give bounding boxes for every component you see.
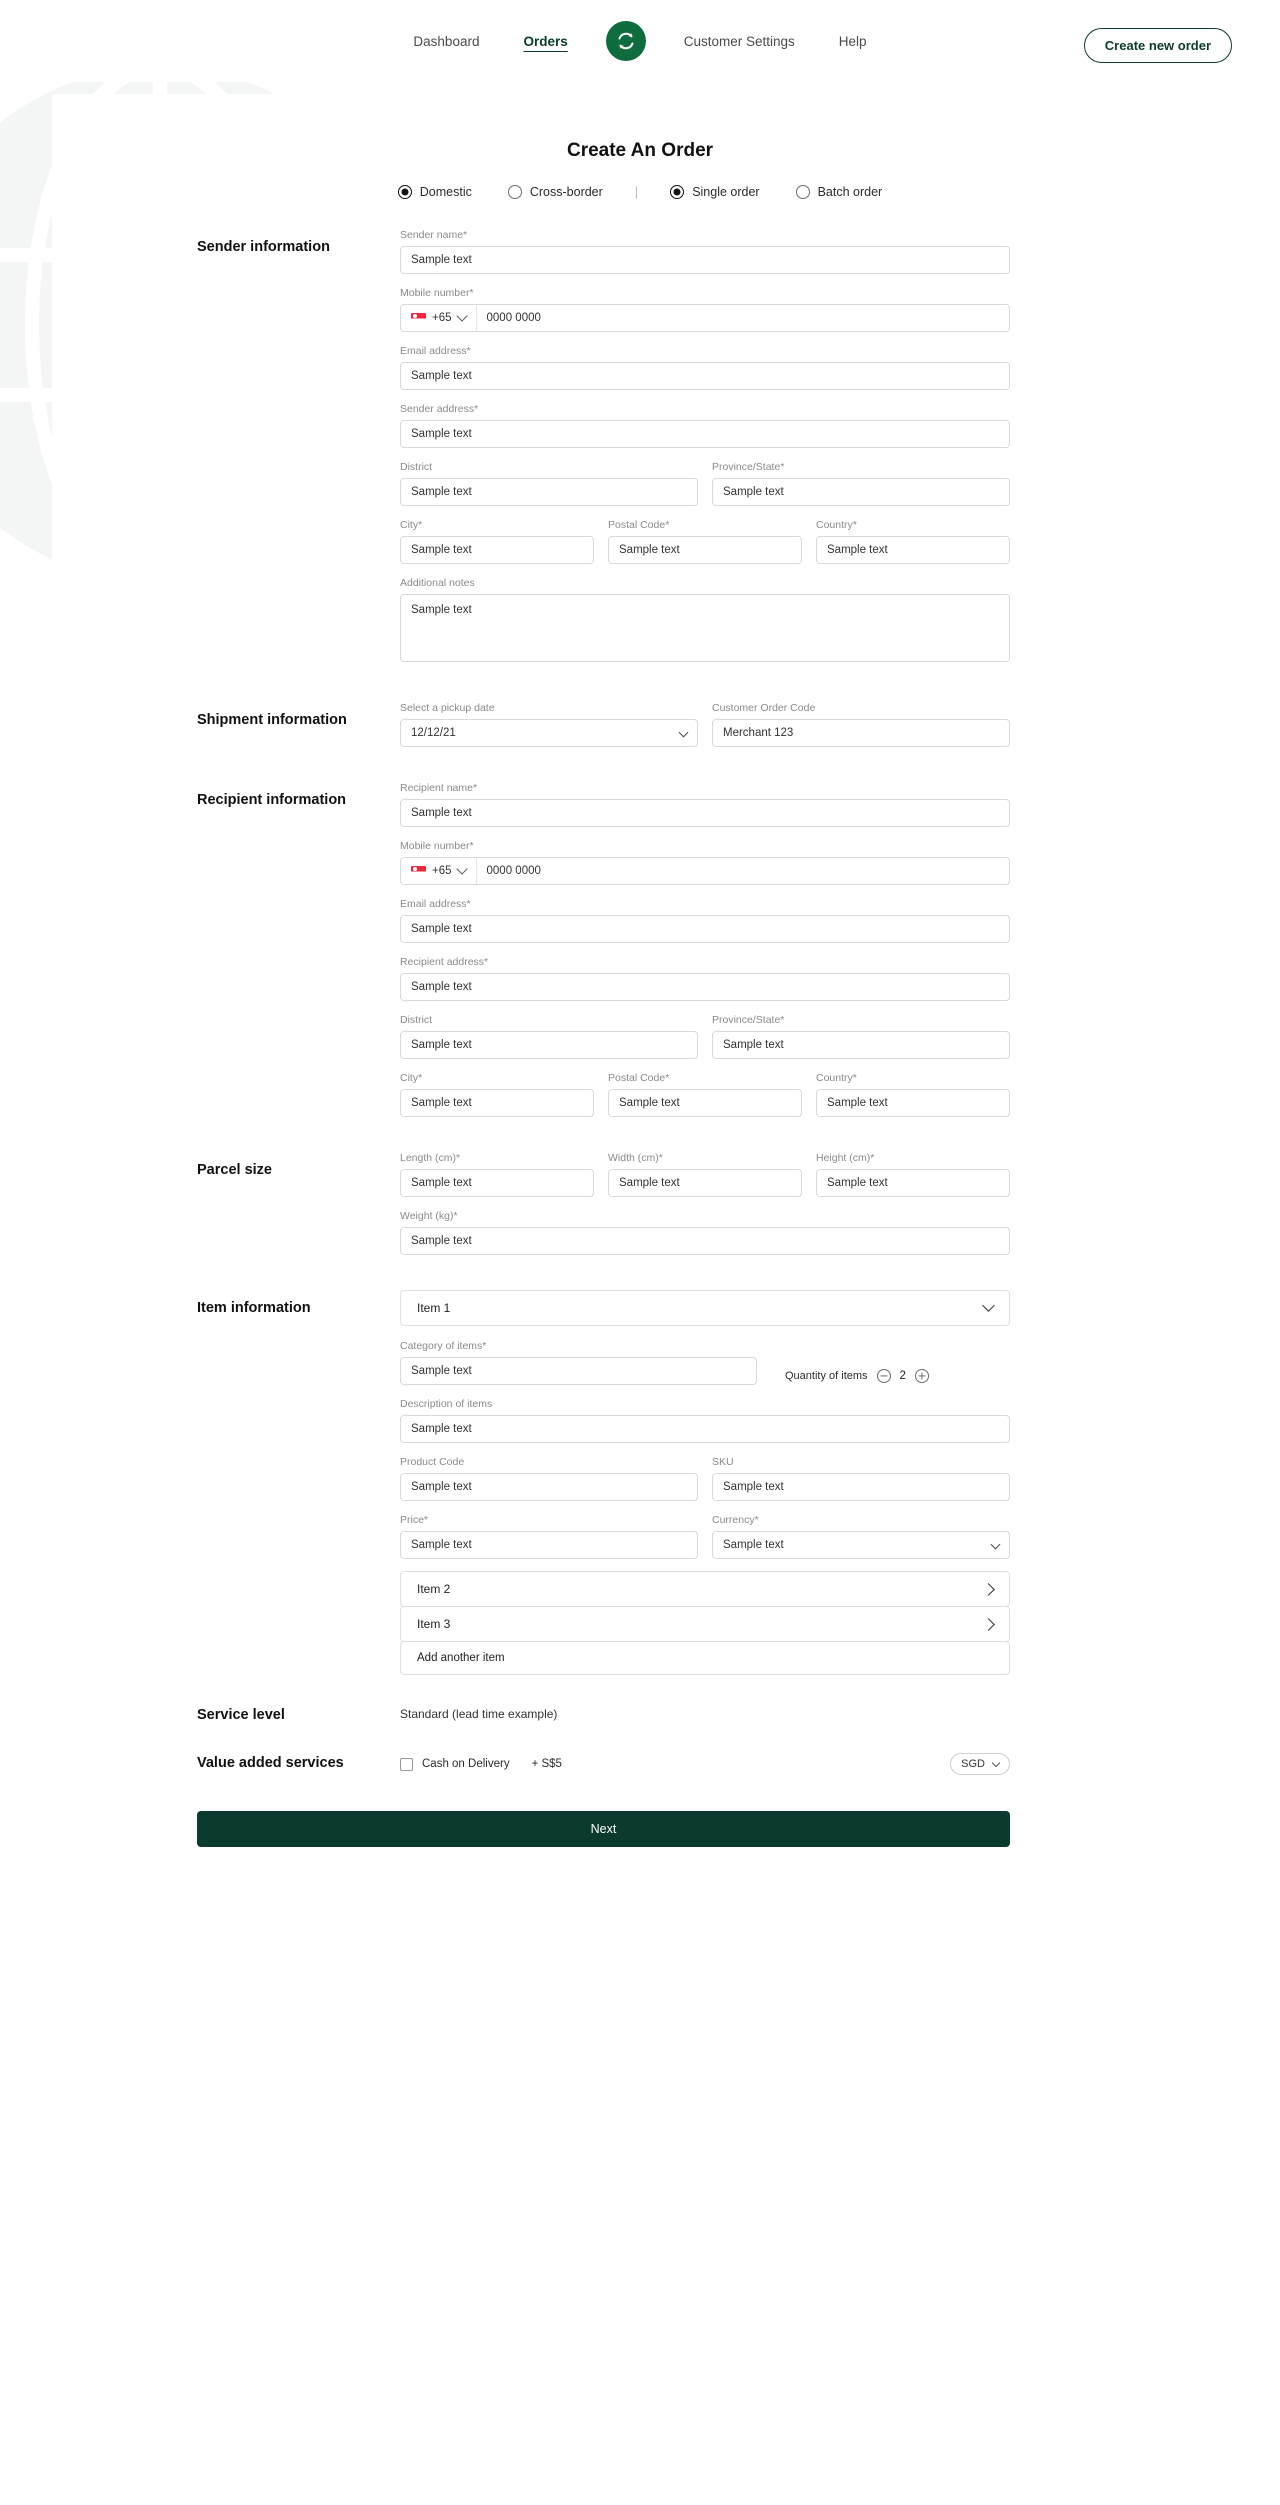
chevron-down-icon[interactable] — [982, 1299, 995, 1312]
item-description-group — [400, 1398, 1010, 1443]
recipient-mobile-group — [400, 840, 1010, 885]
chevron-right-icon[interactable] — [982, 1618, 995, 1631]
sender-mobile-label: Mobile number* — [400, 287, 474, 299]
parcel-height-group — [816, 1152, 1010, 1197]
service-level-section — [52, 1697, 1228, 1723]
currency-pill-label: SGD — [961, 1758, 985, 1770]
recipient-district-province-row — [400, 1014, 1010, 1072]
item-description-label: Description of items — [400, 1398, 493, 1410]
sender-country-label: Country* — [816, 519, 857, 531]
item-currency-label: Currency* — [712, 1514, 759, 1526]
sender-address-input[interactable] — [400, 420, 1010, 448]
item-product-code-group — [400, 1456, 698, 1501]
item-currency-select-wrap — [712, 1531, 1010, 1559]
add-another-item-label: Add another item — [417, 1652, 505, 1664]
customer-order-code-group — [712, 702, 1010, 747]
sender-mobile-group — [400, 287, 1010, 332]
recipient-address-group — [400, 956, 1010, 1001]
sender-province-group — [712, 461, 1010, 506]
recipient-province-group — [712, 1014, 1010, 1059]
sender-country-group — [816, 519, 1010, 564]
recipient-name-label: Recipient name* — [400, 782, 478, 794]
radio-batch-order[interactable] — [796, 185, 883, 199]
sender-name-group — [400, 229, 1010, 274]
sender-district-label: District — [400, 461, 433, 473]
singapore-flag-icon — [411, 866, 426, 877]
item-product-code-label: Product Code — [400, 1456, 465, 1468]
radio-group-separator: | — [634, 184, 639, 199]
item-2-row[interactable] — [400, 1571, 1010, 1607]
pickup-date-label: Select a pickup date — [400, 702, 495, 714]
radio-cross-border-indicator[interactable] — [508, 185, 522, 199]
sender-email-group — [400, 345, 1010, 390]
cash-on-delivery-price: + S$5 — [531, 1758, 562, 1770]
parcel-dimensions-row — [400, 1152, 1010, 1210]
recipient-mobile-label: Mobile number* — [400, 840, 474, 852]
recipient-name-input[interactable] — [400, 799, 1010, 827]
item-information-section — [52, 1290, 1228, 1675]
nav-item-dashboard[interactable]: Dashboard — [413, 33, 480, 49]
sender-country-input[interactable] — [816, 536, 1010, 564]
sender-address-label: Sender address* — [400, 403, 479, 415]
nav-item-customer-settings[interactable]: Customer Settings — [683, 33, 795, 49]
sender-information-section — [52, 229, 1228, 680]
recipient-phone-wrapper — [400, 857, 1010, 885]
sender-district-province-row — [400, 461, 1010, 519]
radio-single-order-indicator[interactable] — [670, 185, 684, 199]
sender-mobile-input[interactable] — [477, 305, 1009, 331]
item-sku-label: SKU — [712, 1456, 734, 1468]
parcel-section-title: Parcel size — [197, 1162, 272, 1178]
radio-domestic[interactable] — [398, 185, 472, 199]
sender-address-group — [400, 403, 1010, 448]
service-level-value: Standard (lead time example) — [400, 1707, 558, 1721]
sender-email-input[interactable] — [400, 362, 1010, 390]
value-added-services-section — [52, 1745, 1228, 1775]
item-currency-input[interactable] — [712, 1531, 1010, 1559]
customer-order-code-input[interactable] — [712, 719, 1010, 747]
item-product-sku-row — [400, 1456, 1010, 1514]
quantity-decrement-icon[interactable] — [877, 1369, 891, 1383]
top-navigation — [0, 0, 1280, 82]
shipment-fields — [400, 702, 1010, 760]
cash-on-delivery-label: Cash on Delivery — [422, 1758, 510, 1770]
radio-single-order[interactable] — [670, 185, 759, 199]
parcel-weight-group — [400, 1210, 1010, 1255]
radio-batch-order-indicator[interactable] — [796, 185, 810, 199]
radio-cross-border[interactable] — [508, 185, 603, 199]
sender-notes-textarea[interactable] — [400, 594, 1010, 662]
radio-single-order-label: Single order — [692, 184, 760, 199]
sender-province-label: Province/State* — [712, 461, 785, 473]
recipient-country-label: Country* — [816, 1072, 857, 1084]
parcel-weight-label: Weight (kg)* — [400, 1210, 458, 1222]
item-product-code-input[interactable] — [400, 1473, 698, 1501]
recipient-province-label: Province/State* — [712, 1014, 785, 1026]
sender-city-label: City* — [400, 519, 423, 531]
service-level-fields — [400, 1697, 1010, 1723]
item-category-input[interactable] — [400, 1357, 757, 1385]
shipment-row — [400, 702, 1010, 760]
create-new-order-button[interactable]: Create new order — [1084, 28, 1232, 63]
globe-arrow-logo-icon[interactable] — [606, 21, 646, 61]
currency-selector-pill[interactable] — [950, 1753, 1010, 1775]
sender-dial-code[interactable]: +65 — [432, 312, 452, 324]
cash-on-delivery-checkbox[interactable] — [400, 1758, 413, 1771]
cash-on-delivery-row — [400, 1745, 1010, 1775]
item-category-quantity-row — [400, 1340, 1010, 1398]
item-category-group — [400, 1340, 757, 1385]
item-category-label: Category of items* — [400, 1340, 487, 1352]
sender-email-label: Email address* — [400, 345, 471, 357]
recipient-information-section — [52, 782, 1228, 1130]
parcel-height-label: Height (cm)* — [816, 1152, 875, 1164]
page-title: Create An Order — [566, 140, 714, 161]
radio-cross-border-label: Cross-border — [529, 184, 603, 199]
nav-item-orders[interactable]: Orders — [523, 33, 568, 49]
chevron-down-icon[interactable] — [456, 863, 467, 874]
recipient-district-input[interactable] — [400, 1031, 698, 1059]
order-form-card — [52, 94, 1228, 2474]
quantity-value: 2 — [899, 1370, 906, 1382]
sender-district-input[interactable] — [400, 478, 698, 506]
item-2-label: Item 2 — [417, 1582, 451, 1596]
radio-batch-order-label: Batch order — [817, 184, 883, 199]
sender-province-input[interactable] — [712, 478, 1010, 506]
sender-fields — [400, 229, 1010, 680]
parcel-width-group — [608, 1152, 802, 1197]
sender-notes-label: Additional notes — [400, 577, 475, 589]
shipment-information-section — [52, 702, 1228, 760]
recipient-province-input[interactable] — [712, 1031, 1010, 1059]
chevron-down-icon[interactable] — [992, 1758, 1000, 1766]
parcel-height-input[interactable] — [816, 1169, 1010, 1197]
recipient-postal-group — [608, 1072, 802, 1117]
parcel-fields — [400, 1152, 1010, 1268]
recipient-email-input[interactable] — [400, 915, 1010, 943]
value-added-services-fields — [400, 1745, 1010, 1775]
item-fields — [400, 1290, 1010, 1675]
sender-postal-label: Postal Code* — [608, 519, 670, 531]
customer-order-code-label: Customer Order Code — [712, 702, 816, 714]
item-price-input[interactable] — [400, 1531, 698, 1559]
service-level-title: Service level — [197, 1707, 285, 1723]
sender-postal-input[interactable] — [608, 536, 802, 564]
sender-postal-group — [608, 519, 802, 564]
parcel-length-group — [400, 1152, 594, 1197]
recipient-city-input[interactable] — [400, 1089, 594, 1117]
recipient-postal-label: Postal Code* — [608, 1072, 670, 1084]
recipient-mobile-input[interactable] — [477, 858, 1009, 884]
nav-item-help[interactable]: Help — [838, 33, 867, 49]
recipient-district-label: District — [400, 1014, 433, 1026]
item-description-input[interactable] — [400, 1415, 1010, 1443]
item-sku-input[interactable] — [712, 1473, 1010, 1501]
recipient-address-label: Recipient address* — [400, 956, 489, 968]
sender-name-label: Sender name* — [400, 229, 468, 241]
chevron-down-icon[interactable] — [456, 310, 467, 321]
recipient-dial-code[interactable]: +65 — [432, 865, 452, 877]
sender-city-group — [400, 519, 594, 564]
sender-phone-wrapper — [400, 304, 1010, 332]
parcel-width-input[interactable] — [608, 1169, 802, 1197]
nav-links — [391, 21, 888, 61]
recipient-country-input[interactable] — [816, 1089, 1010, 1117]
radio-domestic-label: Domestic — [419, 184, 472, 199]
item-price-group — [400, 1514, 698, 1559]
sender-name-input[interactable] — [400, 246, 1010, 274]
sender-city-postal-country-row — [400, 519, 1010, 577]
quantity-stepper — [785, 1369, 929, 1385]
recipient-name-group — [400, 782, 1010, 827]
recipient-country-group — [816, 1072, 1010, 1117]
next-button[interactable]: Next — [197, 1811, 1010, 1847]
singapore-flag-icon — [411, 313, 426, 324]
pickup-date-group — [400, 702, 698, 747]
parcel-length-label: Length (cm)* — [400, 1152, 461, 1164]
recipient-city-label: City* — [400, 1072, 423, 1084]
recipient-address-input[interactable] — [400, 973, 1010, 1001]
item-3-row[interactable] — [400, 1606, 1010, 1642]
recipient-email-group — [400, 898, 1010, 943]
recipient-fields — [400, 782, 1010, 1130]
order-type-selector — [52, 184, 1228, 199]
item-sku-group — [712, 1456, 1010, 1501]
sender-city-input[interactable] — [400, 536, 594, 564]
sender-section-title: Sender information — [197, 239, 330, 255]
item-price-label: Price* — [400, 1514, 429, 1526]
parcel-width-label: Width (cm)* — [608, 1152, 663, 1164]
recipient-city-postal-country-row — [400, 1072, 1010, 1130]
item-1-label: Item 1 — [417, 1301, 451, 1315]
quantity-increment-icon[interactable] — [915, 1369, 929, 1383]
shipment-section-title: Shipment information — [197, 712, 347, 728]
quantity-label: Quantity of items — [785, 1370, 868, 1382]
radio-domestic-indicator[interactable] — [398, 185, 412, 199]
item-1-header[interactable] — [400, 1290, 1010, 1326]
pickup-date-select-wrap — [400, 719, 698, 747]
parcel-size-section — [52, 1152, 1228, 1268]
recipient-section-title: Recipient information — [197, 792, 347, 808]
recipient-postal-input[interactable] — [608, 1089, 802, 1117]
recipient-city-group — [400, 1072, 594, 1117]
item-currency-group — [712, 1514, 1010, 1559]
chevron-right-icon[interactable] — [982, 1583, 995, 1596]
value-added-services-title: Value added services — [197, 1755, 344, 1771]
item-3-label: Item 3 — [417, 1617, 451, 1631]
recipient-district-group — [400, 1014, 698, 1059]
sender-notes-group — [400, 577, 1010, 667]
pickup-date-input[interactable] — [400, 719, 698, 747]
sender-district-group — [400, 461, 698, 506]
parcel-weight-input[interactable] — [400, 1227, 1010, 1255]
item-section-title: Item information — [197, 1300, 311, 1316]
recipient-email-label: Email address* — [400, 898, 471, 910]
parcel-length-input[interactable] — [400, 1169, 594, 1197]
add-another-item-button[interactable] — [400, 1641, 1010, 1675]
item-price-currency-row — [400, 1514, 1010, 1572]
